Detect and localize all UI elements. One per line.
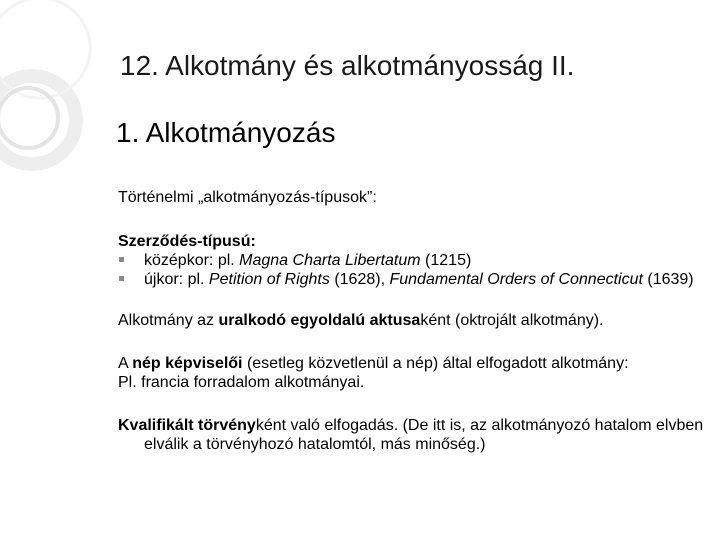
modern-prefix: újkor: pl. [144, 271, 209, 288]
p1-pre: Alkotmány az [118, 312, 219, 329]
modern-year-2: (1639) [642, 271, 694, 288]
decorative-rings [0, 0, 120, 200]
modern-year-1: (1628), [329, 271, 390, 288]
modern-document-2: Fundamental Orders of Connecticut [389, 271, 643, 288]
square-bullet-icon [119, 276, 124, 281]
p3-bold: Kvalifikált törvény [118, 417, 256, 434]
slide-title: 12. Alkotmány és alkotmányosság II. [120, 50, 575, 81]
contract-type-list [118, 251, 708, 289]
list-item-medieval [118, 251, 708, 270]
modern-document-1: Petition of Rights [208, 271, 330, 288]
paragraph-representatives [118, 354, 708, 373]
paragraph-qualified-law [118, 416, 708, 454]
list-item-modern [118, 270, 708, 289]
paragraph-octroyed [118, 311, 708, 330]
p2-bold: nép képviselői [132, 355, 243, 372]
slide-subtitle: 1. Alkotmányozás [116, 117, 336, 148]
medieval-year: (1215) [420, 252, 472, 269]
p2-pre: A [118, 355, 133, 372]
square-bullet-icon [119, 257, 124, 262]
medieval-prefix: középkor: pl. [144, 252, 240, 269]
medieval-document: Magna Charta Libertatum [239, 252, 421, 269]
p2-post: (esetleg közvetlenül a nép) által elfogadott alkotmány: [242, 355, 629, 372]
p1-post: ként (oktrojált alkotmány). [420, 312, 604, 329]
contract-type-heading: Szerződés-típusú: [118, 233, 256, 250]
p3-post: ként való elfogadás. (De itt is, az alkotmányozó hatalom elvben elválik a törvényhozó hatalomtól, más minőség.) [144, 417, 704, 453]
intro-text: Történelmi „alkotmányozás-típusok”: [118, 189, 377, 206]
paragraph-french-revolution: Pl. francia forradalom alkotmányai. [118, 374, 365, 391]
p1-bold: uralkodó egyoldalú aktusa [218, 312, 421, 329]
slide-body [118, 188, 708, 454]
